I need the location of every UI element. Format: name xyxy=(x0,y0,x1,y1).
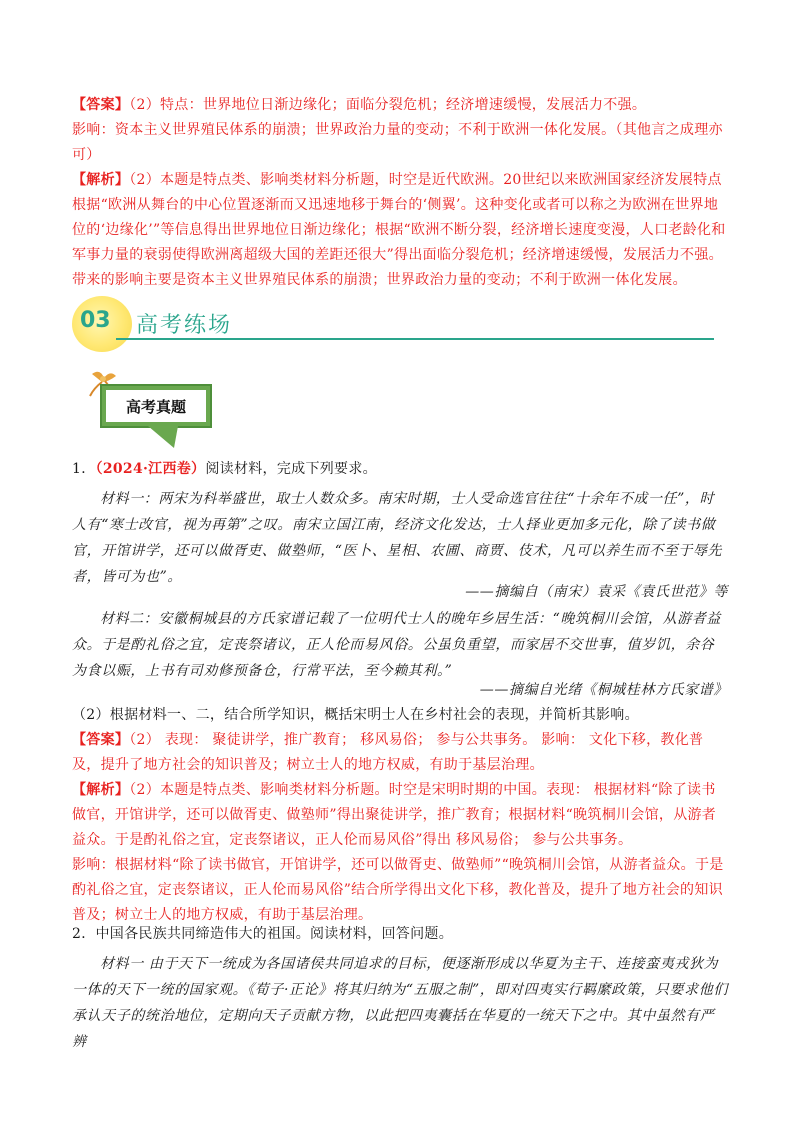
q1-analysis-text: （2）本题是特点类、影响类材料分析题。时空是宋明时期的中国。表现： 根据材料“除了读书做官，开馆讲学，还可以做胥吏、做塾师”得出聚徒讲学，推广教育；根据材料“晚筑桐川会馆，从游者益众。于是酌礼俗之宜，定丧祭诸议，正人伦而易风俗”得出 移风易俗； 参与公共事务。 xyxy=(72,782,717,848)
question-1 xyxy=(72,457,728,590)
banner-tail-icon xyxy=(148,426,178,448)
q1-impact: 影响：根据材料“除了读书做官，开馆讲学，还可以做胥吏、做塾师”“晚筑桐川会馆，从游者益众。于是酌礼俗之宜，定丧祭诸议，正人伦而易风俗”结合所学得出文化下移，教化普及，提升了地方社会的知识普及；树立士人的地方权威，有助于基层治理。 xyxy=(72,857,724,923)
q1-analysis xyxy=(72,778,728,853)
q1-material-2-block xyxy=(72,606,728,684)
q1-answer-text: （2） 表现： 聚徒讲学，推广教育； 移风易俗； 参与公共事务。 影响： 文化下移，教化普及，提升了地方社会的知识普及；树立士人的地方权威，有助于基层治理。 xyxy=(72,732,704,773)
q1-prompt: 阅读材料，完成下列要求。 xyxy=(205,461,377,477)
section-number: 03 xyxy=(80,308,111,333)
q1-answer xyxy=(72,728,728,778)
q1-stem xyxy=(72,457,728,482)
q1-material-2: 材料二：安徽桐城县的方氏家谱记载了一位明代士人的晚年乡居生活：“晚筑桐川会馆，从游者益众。于是酌礼俗之宜，定丧祭诸议，正人伦而易风俗。公虽负重望，而家居不交世事，值岁饥，余谷为食以赈，上书有司劝修预备仓，行常平法，至今赖其利。” xyxy=(72,611,721,679)
prev-answer xyxy=(72,93,728,118)
prev-impact: 影响：资本主义世界殖民体系的崩溃；世界政治力量的变动；不利于欧洲一体化发展。（其他言之成理亦可） xyxy=(72,122,723,163)
section-header xyxy=(72,292,712,354)
analysis-tag: 【解析】 xyxy=(72,172,130,188)
q1-material-2-source: ——摘编自光绪《桐城桂林方氏家谱》 xyxy=(479,682,728,698)
answer-tag: 【答案】 xyxy=(72,97,130,113)
q1-answer-tag: 【答案】 xyxy=(72,732,130,748)
section-title: 高考练场 xyxy=(136,313,233,338)
prev-analysis xyxy=(72,168,728,293)
banner-label: 高考真题 xyxy=(106,390,206,422)
q1-question: （2）根据材料一、二，结合所学知识，概括宋明士人在乡村社会的表现，并简析其影响。 xyxy=(72,707,639,723)
section-divider xyxy=(116,338,714,340)
q1-number: 1． xyxy=(72,461,96,477)
subsection-banner xyxy=(86,366,232,448)
q1-source: （2024·江西卷） xyxy=(95,461,206,477)
q1-material-1-source: ——摘编自（南宋）袁采《袁氏世范》等 xyxy=(465,584,728,600)
q1-answer-block xyxy=(72,703,728,928)
q1-analysis-tag: 【解析】 xyxy=(72,782,130,798)
analysis-text: （2）本题是特点类、影响类材料分析题，时空是近代欧洲。20世纪以来欧洲国家经济发展特点根据“欧洲从舞台的中心位置逐渐而又迅速地移于舞台的‘侧翼’。这种变化或者可以称之为欧洲在世界地位的‘边缘化’”等信息得出世界地位日渐边缘化；根据“欧洲不断分裂，经济增长速度变漫，人口老龄化和军事力量的衰弱使得欧洲离超级大国的差距还很大”得出面临分裂危机；经济增速缓慢，发展活力不强。带来的影响主要是资本主义世界殖民体系的崩溃；世界政治力量的变动；不利于欧洲一体化发展。 xyxy=(72,172,726,288)
banner-box xyxy=(100,384,212,428)
q1-material-1: 材料一：两宋为科举盛世，取士人数众多。南宋时期，士人受命选官往往“十余年不成一任”，时人有“寒士改官，视为再第”之叹。南宋立国江南，经济文化发达，士人择业更加多元化，除了读书做官，开馆讲学，还可以做胥吏、做塾师，“医卜、星相、农圃、商贾、伎术，凡可以养生而不至于辱先者，皆可为也”。 xyxy=(72,491,723,585)
answer-text: （2）特点：世界地位日渐边缘化；面临分裂危机；经济增速缓慢，发展活力不强。 xyxy=(129,97,647,113)
prev-answer-block xyxy=(72,93,728,293)
q2-stem: 2．中国各民族共同缔造伟大的祖国。阅读材料，回答问题。 xyxy=(72,926,454,942)
q2-material-1: 材料一 由于天下一统成为各国诸侯共同追求的目标，便逐渐形成以华夏为主干、连接蛮夷戎狄为一体的天下一统的国家观。《荀子·正论》将其归纳为“五服之制”，即对四夷实行羁縻政策，只要求他们承认天子的统治地位，定期向天子贡献方物，以此把四夷囊括在华夏的一统天下之中。其中虽然有严辨 xyxy=(72,956,728,1050)
question-2 xyxy=(72,922,728,1055)
